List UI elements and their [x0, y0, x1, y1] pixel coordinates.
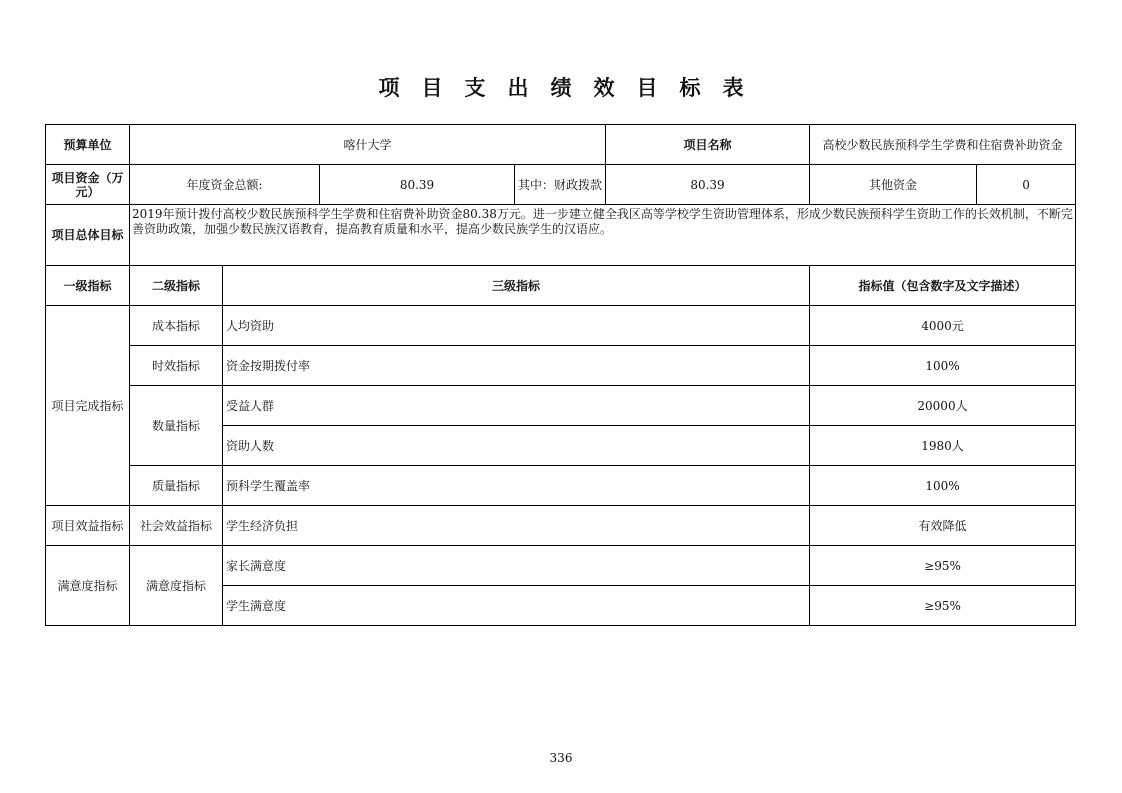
- level2-cell: 满意度指标: [130, 546, 223, 626]
- col-level1: 一级指标: [46, 266, 130, 306]
- level3-cell: 受益人群: [223, 386, 810, 426]
- goal-text: 2019年预计拨付高校少数民族预科学生学费和住宿费补助资金80.38万元。进一步建立健全我区高等学校学生资助管理体系，形成少数民族预科学生资助工作的长效机制，不断完善资助政策，加强少数民族汉语教育，提高教育质量和水平，提高少数民族学生的汉语应。: [130, 205, 1076, 266]
- level2-cell: 社会效益指标: [130, 506, 223, 546]
- group-satisfaction: 满意度指标: [46, 546, 130, 626]
- level3-cell: 家长满意度: [223, 546, 810, 586]
- project-name-label: 项目名称: [606, 125, 810, 165]
- table-row: [46, 346, 1076, 386]
- table-row: [46, 466, 1076, 506]
- budget-unit-value: 喀什大学: [130, 125, 606, 165]
- funds-other-value: 0: [977, 165, 1076, 205]
- level2-cell: 数量指标: [130, 386, 223, 466]
- funds-row: [46, 165, 1076, 205]
- col-level3: 三级指标: [223, 266, 810, 306]
- funds-label: 项目资金（万元）: [46, 165, 130, 205]
- page-title: 项目支出绩效目标表: [378, 76, 766, 100]
- table-row: [46, 546, 1076, 586]
- value-cell: 1980人: [810, 426, 1076, 466]
- value-cell: 有效降低: [810, 506, 1076, 546]
- col-value: 指标值（包含数字及文字描述）: [810, 266, 1076, 306]
- performance-table: [45, 124, 1076, 626]
- col-level2: 二级指标: [130, 266, 223, 306]
- level3-cell: 资金按期拨付率: [223, 346, 810, 386]
- level3-cell: 人均资助: [223, 306, 810, 346]
- funds-other-label: 其他资金: [810, 165, 977, 205]
- funds-total-label: 年度资金总额:: [130, 165, 320, 205]
- level2-cell: 质量指标: [130, 466, 223, 506]
- funds-total-value: 80.39: [320, 165, 515, 205]
- column-header-row: [46, 266, 1076, 306]
- table-row: [46, 306, 1076, 346]
- level3-cell: 学生满意度: [223, 586, 810, 626]
- table-row: [46, 506, 1076, 546]
- level3-cell: 学生经济负担: [223, 506, 810, 546]
- level2-cell: 成本指标: [130, 306, 223, 346]
- project-name-value: 高校少数民族预科学生学费和住宿费补助资金: [810, 125, 1076, 165]
- level3-cell: 预科学生覆盖率: [223, 466, 810, 506]
- goal-label: 项目总体目标: [46, 205, 130, 266]
- value-cell: ≥95%: [810, 546, 1076, 586]
- group-benefit: 项目效益指标: [46, 506, 130, 546]
- funds-fiscal-label: 其中：财政拨款: [515, 165, 606, 205]
- page-number: 336: [549, 751, 573, 765]
- header-row: [46, 125, 1076, 165]
- level3-cell: 资助人数: [223, 426, 810, 466]
- value-cell: 20000人: [810, 386, 1076, 426]
- value-cell: 100%: [810, 346, 1076, 386]
- level2-cell: 时效指标: [130, 346, 223, 386]
- group-completion: 项目完成指标: [46, 306, 130, 506]
- funds-fiscal-value: 80.39: [606, 165, 810, 205]
- value-cell: 4000元: [810, 306, 1076, 346]
- budget-unit-label: 预算单位: [46, 125, 130, 165]
- table-row: [46, 386, 1076, 426]
- value-cell: ≥95%: [810, 586, 1076, 626]
- value-cell: 100%: [810, 466, 1076, 506]
- goal-row: [46, 205, 1076, 266]
